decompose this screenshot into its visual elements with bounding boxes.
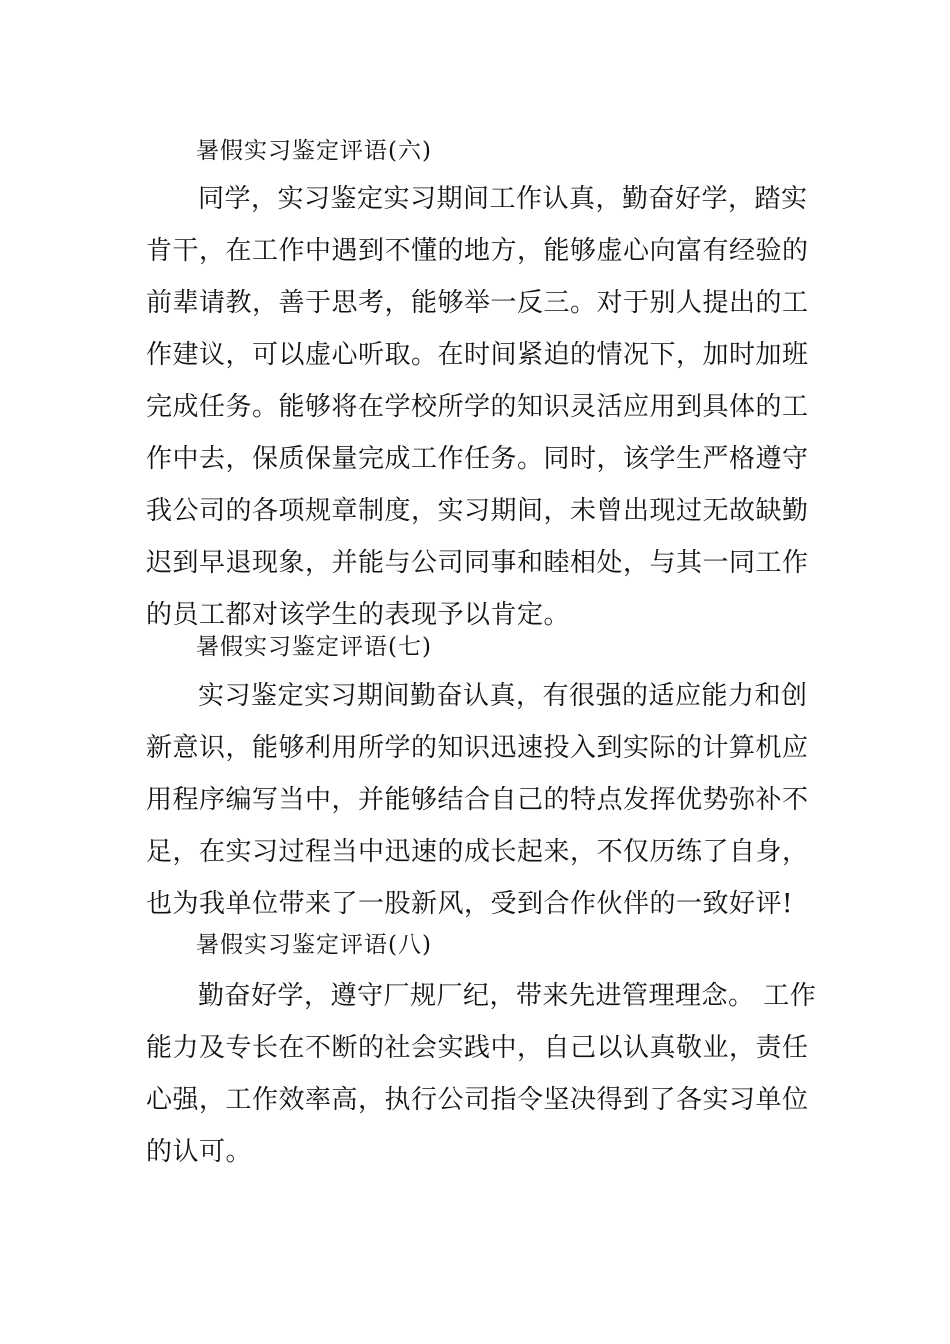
paragraph-line: 新意识，能够利用所学的知识迅速投入到实际的计算机应 (146, 733, 809, 763)
paragraph-line: 作建议，可以虚心听取。在时间紧迫的情况下，加时加班 (146, 340, 809, 370)
section-heading-7: 暑假实习鉴定评语(七) (196, 634, 432, 660)
paragraph-line: 也为我单位带来了一股新风，受到合作伙伴的一致好评! (146, 889, 793, 919)
paragraph-line: 同学，实习鉴定实习期间工作认真，勤奋好学，踏实 (198, 184, 808, 214)
paragraph-line: 实习鉴定实习期间勤奋认真，有很强的适应能力和创 (198, 681, 808, 711)
paragraph-line: 足，在实习过程当中迅速的成长起来，不仅历练了自身， (146, 837, 809, 867)
section-paragraph-7 (146, 670, 810, 930)
section-paragraph-8 (146, 970, 817, 1178)
paragraph-line: 的员工都对该学生的表现予以肯定。 (146, 600, 571, 630)
section-heading-8: 暑假实习鉴定评语(八) (196, 932, 432, 958)
paragraph-line: 我公司的各项规章制度，实习期间，未曾出现过无故缺勤 (146, 496, 809, 526)
paragraph-line: 的认可。 (146, 1137, 253, 1167)
paragraph-line: 能力及专长在不断的社会实践中，自己以认真敬业，责任 (146, 1033, 809, 1063)
paragraph-line: 前辈请教，善于思考，能够举一反三。对于别人提出的工 (146, 288, 809, 318)
paragraph-line: 作中去，保质保量完成工作任务。同时，该学生严格遵守 (146, 444, 809, 474)
section-heading-6: 暑假实习鉴定评语(六) (196, 138, 432, 164)
paragraph-line: 心强，工作效率高，执行公司指令坚决得到了各实习单位 (146, 1085, 809, 1115)
paragraph-line: 勤奋好学，遵守厂规厂纪，带来先进管理理念。 工作 (198, 981, 817, 1011)
section-paragraph-6 (146, 173, 810, 641)
paragraph-line: 完成任务。能够将在学校所学的知识灵活应用到具体的工 (146, 392, 809, 422)
paragraph-line: 迟到早退现象，并能与公司同事和睦相处，与其一同工作 (146, 548, 809, 578)
paragraph-line: 肯干，在工作中遇到不懂的地方，能够虚心向富有经验的 (146, 236, 809, 266)
paragraph-line: 用程序编写当中，并能够结合自己的特点发挥优势弥补不 (146, 785, 809, 815)
